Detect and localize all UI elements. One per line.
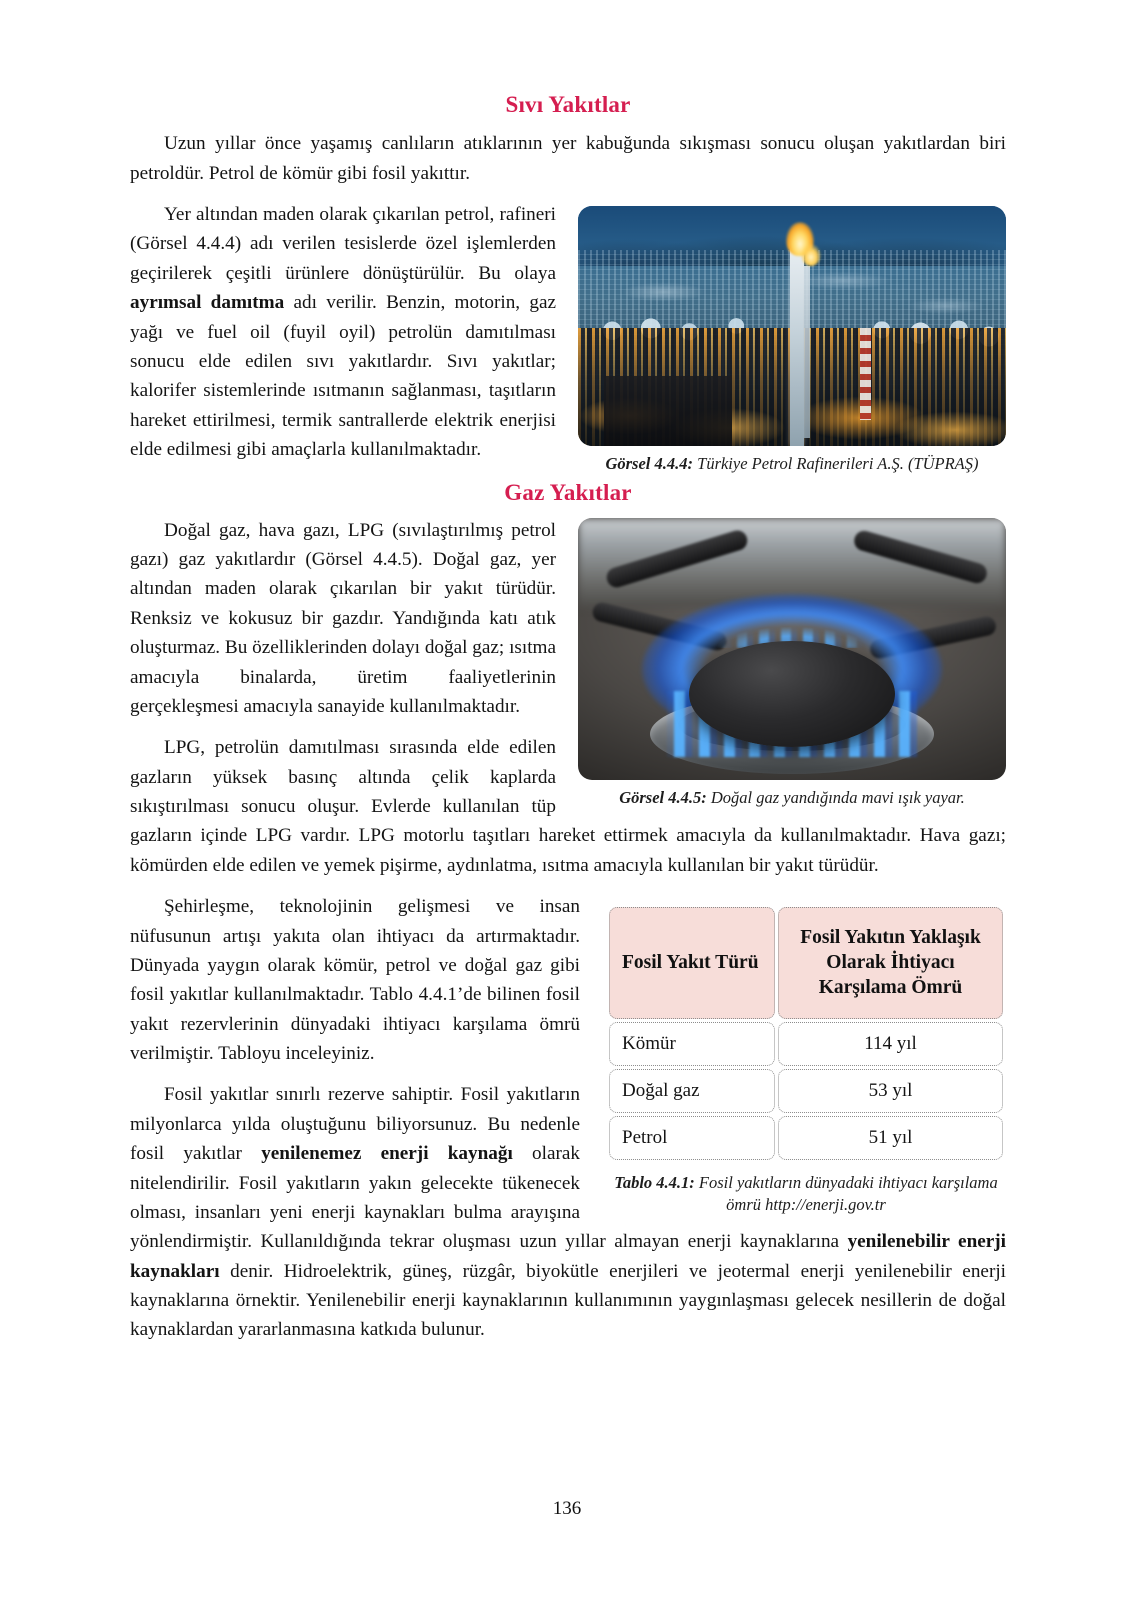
paragraph-rafineri-part-a: Yer altından maden olarak çıkarılan petrol, rafineri (Görsel 4.4.4) adı verilen tesislerde özel işlemlerden geçirilerek çeşitli ürünlere dönüştürülür. Bu olaya <box>130 204 556 284</box>
table-caption-text: Fosil yakıtların dünyadaki ihtiyacı karşılama ömrü http://enerji.gov.tr <box>694 1173 998 1214</box>
figure-burner <box>578 518 1006 808</box>
table-caption <box>606 1172 1006 1216</box>
table-body <box>609 1022 1003 1160</box>
term-yenilenemez-enerji-kaynagi: yenilenemez enerji kaynağı <box>261 1143 513 1165</box>
gas-burner-blue-flame-photo <box>578 518 1006 780</box>
photo-flare-stack <box>790 248 804 446</box>
paragraph-fosil-part-c: denir. Hidroelektrik, güneş, rüzgâr, biyokütle enerjileri ve jeotermal enerji yenilenebilir enerji kaynaklarına örnektir. Yenilenebilir enerji kaynaklarının kullanımının yaygınlaşması gelecek nesillerin de doğal kaynaklardan yararlanmasına katkıda bulunur. <box>130 1260 1006 1341</box>
table-cell-fuel-type: Kömür <box>609 1022 775 1066</box>
table-cell-lifespan: 114 yıl <box>778 1022 1003 1066</box>
figure-caption-refinery <box>578 453 1006 474</box>
table-cell-fuel-type: Petrol <box>609 1116 775 1160</box>
page-number: 136 <box>552 1498 582 1519</box>
term-yenilenebilir-enerji-kaynaklari: yenilenebilir enerji kaynakları <box>130 1231 1006 1282</box>
paragraph-petrol-intro: Uzun yıllar önce yaşamış canlıların atıklarının yer kabuğunda sıkışması sonucu oluşan yakıtlardan biri petroldür. Petrol de kömür gibi fosil yakıttır. <box>130 133 1006 184</box>
figure-refinery <box>578 206 1006 474</box>
table-caption-label: Tablo 4.4.1: <box>614 1173 695 1193</box>
section-heading-sivi-yakitlar: Sıvı Yakıtlar <box>505 92 631 117</box>
photo-dark-building <box>604 376 732 446</box>
paragraph-fosil-part-a: Fosil yakıtlar sınırlı rezerve sahiptir. Fosil yakıtların milyonlarca yılda oluştuğunu biliyorsunuz. Bu nedenle fosil yakıtlar <box>130 1084 580 1165</box>
paragraph-sehirlesme: Şehirleşme, teknolojinin gelişmesi ve insan nüfusunun artışı yakıta olan ihtiyacı da artırmaktadır. Dünyada yaygın olarak kömür, petrol ve doğal gaz gibi fosil yakıtlar kullanılmaktadır. Tablo 4.4.1’de bilinen fosil yakıt rezervlerinin dünyadaki ihtiyacı karşılama ömrü verilmiştir. Tabloyu inceleyiniz. <box>130 896 580 1065</box>
table-header-fuel-type: Fosil Yakıt Türü <box>609 907 775 1019</box>
table-fossil-fuel-lifespan <box>606 904 1006 1163</box>
table-cell-lifespan: 51 yıl <box>778 1116 1003 1160</box>
table-head <box>609 907 1003 1019</box>
table-block-fossil-fuels <box>606 904 1006 1215</box>
section-heading-gaz-yakitlar: Gaz Yakıtlar <box>504 480 632 506</box>
figure-caption-text-burner: Doğal gaz yandığında mavi ışık yayar. <box>706 787 965 807</box>
table-cell-lifespan: 53 yıl <box>778 1069 1003 1113</box>
figure-caption-burner <box>578 787 1006 808</box>
table-header-lifespan: Fosil Yakıtın Yaklaşık Olarak İhtiyacı Karşılama Ömrü <box>778 907 1003 1019</box>
table-header-row <box>609 907 1003 1019</box>
photo-burner-cap <box>689 641 895 747</box>
paragraph-dogalgaz: Doğal gaz, hava gazı, LPG (sıvılaştırılmış petrol gazı) gaz yakıtlardır (Görsel 4.4.5). Doğal gaz, yer altından maden olarak çıkarılan bir yakıt türüdür. Renksiz ve kokusuz bir gazdır. Yandığında katı atık oluşturmaz. Bu özelliklerinden dolayı doğal gaz; ısıtma amacıyla binalarda, üretim faaliyetlerinin gerçekleşmesi amacıyla sanayide kullanılmaktadır. <box>130 519 556 717</box>
figure-label-burner: Görsel 4.4.5: <box>619 787 707 807</box>
table-row <box>609 1116 1003 1160</box>
term-ayrimsal-damitma: ayrımsal damıtma <box>130 292 285 314</box>
figure-caption-text-refinery: Türkiye Petrol Rafinerileri A.Ş. (TÜPRAŞ) <box>693 454 979 474</box>
refinery-night-photo <box>578 206 1006 446</box>
paragraph-rafineri-part-b: adı verilir. Benzin, motorin, gaz yağı ve fuel oil (fuyil oyil) petrolün damıtılması sonucu elde edilen sıvı yakıtlardır. Sıvı yakıtlar; kalorifer sistemlerinde ısıtmanın sağlanması, taşıtların hareket ettirilmesi, termik santrallerde elektrik enerjisi elde edilmesi gibi amaçlarla kullanılmaktadır. <box>130 292 556 461</box>
table-row <box>609 1022 1003 1066</box>
paragraph-fosil-part-b: olarak nitelendirilir. Fosil yakıtların yakın gelecekte tükenecek olması, insanları yeni enerji kaynakları bulma arayışına yönlendirmiştir. Kullanıldığında tekrar oluşması uzun yıllar almayan enerji kaynaklarına <box>130 1143 848 1253</box>
table-row <box>609 1069 1003 1113</box>
paragraph-lpg: LPG, petrolün damıtılması sırasında elde edilen gazların yüksek basınç altında çelik kaplarda sıkıştırılması sonucu oluşur. Evlerde kullanılan tüp gazların içinde LPG vardır. LPG motorlu taşıtları hareket ettirmek amacıyla da kullanılmaktadır. Hava gazı; kömürden elde edilen ve yemek pişirme, aydınlatma, ısıtma amacıyla kullanılan bir yakıt türüdür. <box>130 737 1006 876</box>
figure-label-refinery: Görsel 4.4.4: <box>605 454 694 474</box>
photo-flare-stack-secondary <box>803 266 810 438</box>
table-cell-fuel-type: Doğal gaz <box>609 1069 775 1113</box>
photo-smokestack <box>860 328 871 420</box>
